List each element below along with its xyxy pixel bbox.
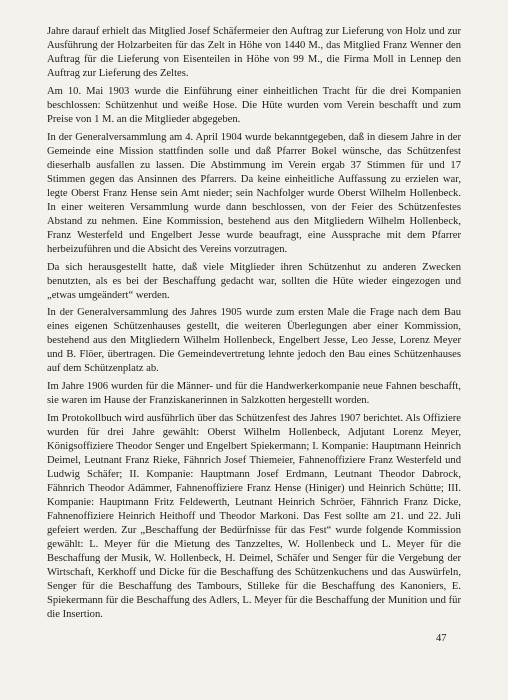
- paragraph-2: Am 10. Mai 1903 wurde die Einführung einer einheitlichen Tracht für die drei Kompanien beschlossen: Schützenhut und weiße Hose. Die Hüte wurden vom Verein beschafft und zum Preise von 1 M. an die Mitglieder abgegeben.: [47, 85, 461, 125]
- paragraph-7: Im Protokollbuch wird ausführlich über das Schützenfest des Jahres 1907 berichtet. Als Offiziere wurden für drei Jahre gewählt: Oberst Wilhelm Hollenbeck, Adjutant Lorenz Meyer, Königsoffiziere Theodor Senger und Engelbert Spiekermann; I. Kompanie: Hauptmann Heinrich Deimel, Leutnant Franz Rieke, Fähnrich Josef Thiemeier, Fahnenoffiziere Franz Westerfeld und Ludwig Schäfer; II. Kompanie: Hauptmann Josef Erdmann, Leutnant Theodor Dabrock, Fähnrich Theodor Adämmer, Fahnenoffiziere Franz Hense (Hiniger) und Heinrich Schütte; III. Kompanie: Hauptmann Fritz Feldewerth, Leutnant Heinrich Schröer, Fähnrich Franz Dicke, Fahnenoffiziere Heinrich Heithoff und Theodor Markoni. Das Fest sollte am 21. und 22. Juli gefeiert werden. Zur „Beschaffung der Bedürfnisse für das Fest“ wurde folgende Kommission gewählt: L. Meyer für die Mietung des Tanzzeltes, W. Hollenbeck und L. Meyer für die Beschaffung der Musik, W. Hollenbeck, H. Deimel, Schäfer und Senger für die Vergebung der Wirtschaft, Kerkhoff und Dicke für die Beschaffung des Schützenkuchens und das Auswürfeln, Senger für die Beschaffung des Tambours, Stilleke für die Beschaffung des Kanoniers, E. Spiekermann für die Beschaffung des Adlers, L. Meyer für die Beschaffung der Munition und für die Insertion.: [47, 412, 461, 621]
- paragraph-6: Im Jahre 1906 wurden für die Männer- und für die Handwerkerkompanie neue Fahnen beschafft, sie waren im Hause der Franziskanerinnen in Salzkotten hergestellt worden.: [47, 381, 461, 407]
- paragraph-1: Jahre darauf erhielt das Mitglied Josef Schäfermeier den Auftrag zur Lieferung von Holz und zur Ausführung der Holzarbeiten für das Zelt in Höhe von 1440 M., das Mitglied Franz Wenner den Auftrag für die Lieferung von Eisenteilen in Höhe von 99 M., die Firma Moll in Lennep den Auftrag zur Lieferung des Zeltes.: [47, 26, 461, 80]
- paragraph-3: In der Generalversammlung am 4. April 1904 wurde bekanntgegeben, daß in diesem Jahre in der Gemeinde eine Mission stattfinden solle und daß Pfarrer Bokel wünsche, das Schützenfest dieserhalb ausfallen zu lassen. Die Abstimmung im Verein ergab 37 Stimmen für und 17 Stimmen gegen das Ansinnen des Pfarrers. Da keine einheitliche Auffassung zu erzielen war, legte Oberst Franz Hense sein Amt nieder; sein Nachfolger wurde Oberst Wilhelm Hollenbeck. In einer weiteren Versammlung wurde dann beschlossen, von der Feier des Schützenfestes Abstand zu nehmen. Eine Kommission, bestehend aus den Mitgliedern Wilhelm Hollenbeck, Franz Westerfeld und Engelbert Jesse wurde beaufragt, eine Aussprache mit dem Pfarrer herbeizuführen und die Absicht des Vereins vorzutragen.: [47, 131, 461, 255]
- paragraph-4: Da sich herausgestellt hatte, daß viele Mitglieder ihren Schützenhut zu anderen Zwecken benutzten, als es bei der Beschaffung gedacht war, sollten die Hüte wieder eingezogen und „etwas umgeändert“ werden.: [47, 261, 461, 301]
- page-number: 47: [436, 633, 447, 644]
- paragraph-5: In der Generalversammlung des Jahres 1905 wurde zum ersten Male die Frage nach dem Bau eines eigenen Schützenhauses gestellt, die weiteren Überlegungen aber einer Kommission, bestehend aus den Mitgliedern Wilhelm Hollenbeck, Engelbert Jesse, Leo Jesse, Lorenz Meyer und B. Flöer, übertragen. Die Gemeindevertretung lehnte jedoch den Bau eines Schützenhauses auf dem Schützenplatz ab.: [47, 307, 461, 375]
- body-text: [47, 25, 461, 626]
